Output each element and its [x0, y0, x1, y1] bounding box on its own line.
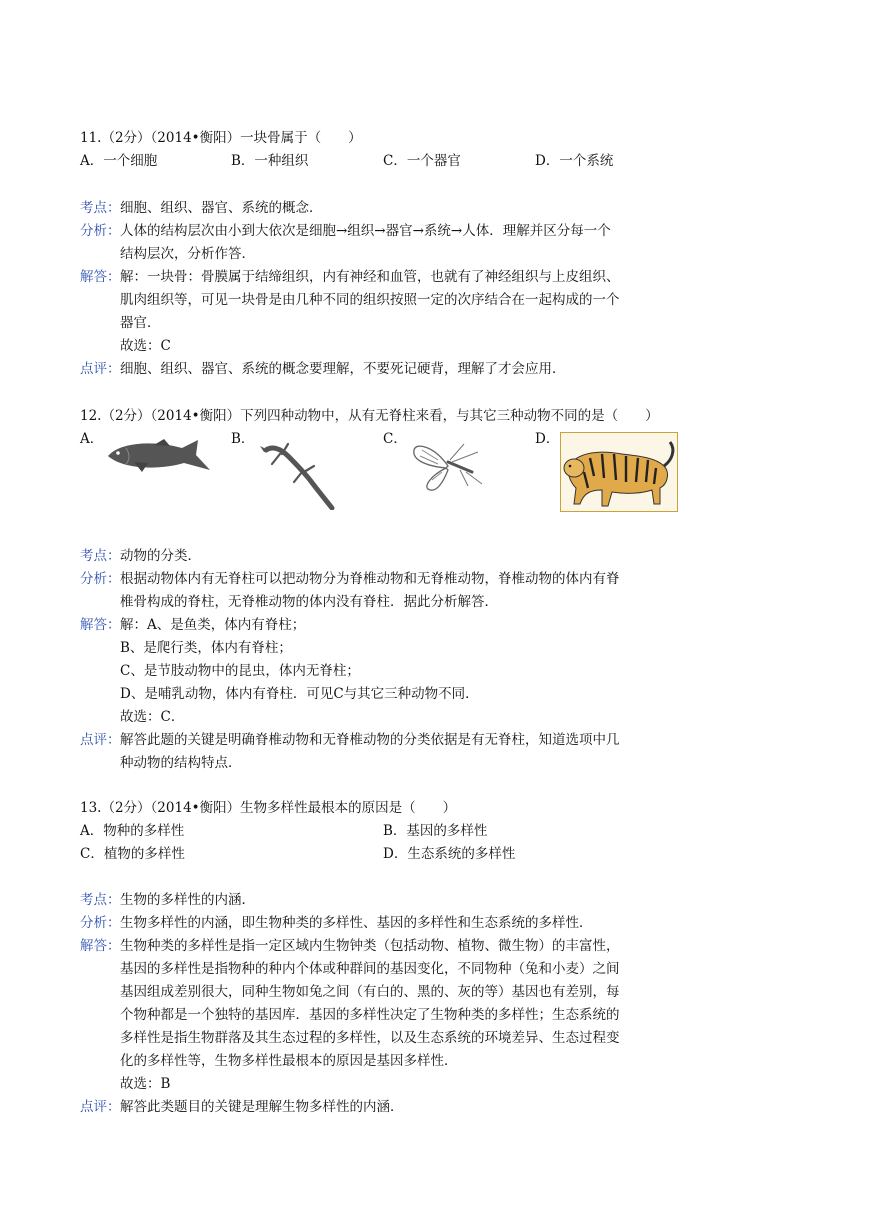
q12-option-d: D． [535, 431, 560, 447]
q11-option-a: A．一个细胞 [80, 153, 158, 169]
q12-jieda-line3: C、是节肢动物中的昆虫，体内无脊柱； [120, 663, 360, 679]
q11-option-b: B．一种组织 [231, 153, 309, 169]
q12-kaodian: 动物的分类． [120, 548, 201, 564]
q12-dianping-line2: 种动物的结构特点． [120, 755, 242, 771]
q13-option-a: A．物种的多样性 [80, 823, 185, 839]
q13-jieda-line2: 基因的多样性是指物种的种内个体或种群间的基因变化，不同物种（兔和小麦）之间 [120, 961, 620, 977]
q13-stem: 13.（2分）（2014•衡阳）生物多样性最根本的原因是（ ） [80, 800, 457, 816]
q12-option-c: C． [383, 431, 407, 447]
q11-option-c: C．一个器官 [383, 153, 461, 169]
fish-image [104, 436, 214, 474]
q13-dianping-label: 点评： [80, 1099, 121, 1115]
q11-stem: 11.（2分）（2014•衡阳）一块骨属于（ ） [80, 130, 362, 146]
lizard-image [258, 438, 338, 510]
q13-fenxi-label: 分析： [80, 915, 121, 931]
q13-jieda-label: 解答： [80, 938, 121, 954]
q13-fenxi: 生物多样性的内涵，即生物种类的多样性、基因的多样性和生态系统的多样性． [120, 915, 593, 931]
q11-jieda-line1: 解：一块骨：骨膜属于结缔组织，内有神经和血管，也就有了神经组织与上皮组织、 [120, 269, 620, 285]
q12-dianping-label: 点评： [80, 732, 121, 748]
q13-jieda-line4: 个物种都是一个独特的基因库．基因的多样性决定了生物种类的多样性；生态系统的 [120, 1007, 620, 1023]
q12-jieda-label: 解答： [80, 617, 121, 633]
q12-option-a: A． [80, 431, 104, 447]
q13-option-b: B．基因的多样性 [383, 823, 488, 839]
q13-jieda-line5: 多样性是指生物群落及其生态过程的多样性，以及生态系统的环境差异、生态过程变 [120, 1030, 620, 1046]
q13-answer: 故选：B [120, 1076, 171, 1092]
q11-jieda-line2: 肌肉组织等，可见一块骨是由几种不同的组织按照一定的次序结合在一起构成的一个 [120, 292, 620, 308]
q13-option-d: D．生态系统的多样性 [383, 846, 516, 862]
q12-option-b: B． [231, 431, 255, 447]
q13-dianping: 解答此类题目的关键是理解生物多样性的内涵． [120, 1099, 404, 1115]
q12-stem: 12.（2分）（2014•衡阳）下列四种动物中，从有无脊柱来看，与其它三种动物不同的是（ ） [80, 408, 659, 424]
q13-kaodian-label: 考点： [80, 892, 121, 908]
q11-jieda-label: 解答： [80, 269, 121, 285]
q11-fenxi-label: 分析： [80, 223, 121, 239]
q12-kaodian-label: 考点： [80, 548, 121, 564]
q11-kaodian: 细胞、组织、器官、系统的概念． [120, 200, 323, 216]
q11-jieda-line3: 器官． [120, 315, 161, 331]
q11-dianping: 细胞、组织、器官、系统的概念要理解，不要死记硬背，理解了才会应用． [120, 361, 566, 377]
q11-dianping-label: 点评： [80, 361, 121, 377]
q11-option-d: D．一个系统 [535, 153, 614, 169]
q13-jieda-line3: 基因组成差别很大，同种生物如兔之间（有白的、黑的、灰的等）基因也有差别，每 [120, 984, 620, 1000]
q11-kaodian-label: 考点： [80, 200, 121, 216]
q13-kaodian: 生物的多样性的内涵． [120, 892, 255, 908]
insect-image [408, 436, 488, 494]
q13-jieda-line1: 生物种类的多样性是指一定区域内生物钟类（包括动物、植物、微生物）的丰富性， [120, 938, 620, 954]
q12-fenxi-line2: 椎骨构成的脊柱，无脊椎动物的体内没有脊柱．据此分析解答． [120, 594, 498, 610]
q12-jieda-line4: D、是哺乳动物，体内有脊柱．可见C与其它三种动物不同． [120, 686, 479, 702]
q13-jieda-line6: 化的多样性等，生物多样性最根本的原因是基因多样性． [120, 1053, 458, 1069]
q12-dianping-line1: 解答此题的关键是明确脊椎动物和无脊椎动物的分类依据是有无脊柱，知道选项中几 [120, 732, 620, 748]
q11-fenxi-line2: 结构层次，分析作答． [120, 246, 255, 262]
q11-fenxi-line1: 人体的结构层次由小到大依次是细胞→组织→器官→系统→人体．理解并区分每一个 [120, 223, 611, 239]
q12-jieda-line2: B、是爬行类，体内有脊柱； [120, 640, 292, 656]
q12-answer: 故选：C． [120, 709, 185, 725]
q12-jieda-line1: 解：A、是鱼类，体内有脊柱； [120, 617, 306, 633]
tiger-image [560, 432, 678, 512]
q13-option-c: C．植物的多样性 [80, 846, 185, 862]
q11-answer: 故选：C [120, 338, 171, 354]
q12-fenxi-label: 分析： [80, 571, 121, 587]
q12-fenxi-line1: 根据动物体内有无脊柱可以把动物分为脊椎动物和无脊椎动物，脊椎动物的体内有脊 [120, 571, 620, 587]
